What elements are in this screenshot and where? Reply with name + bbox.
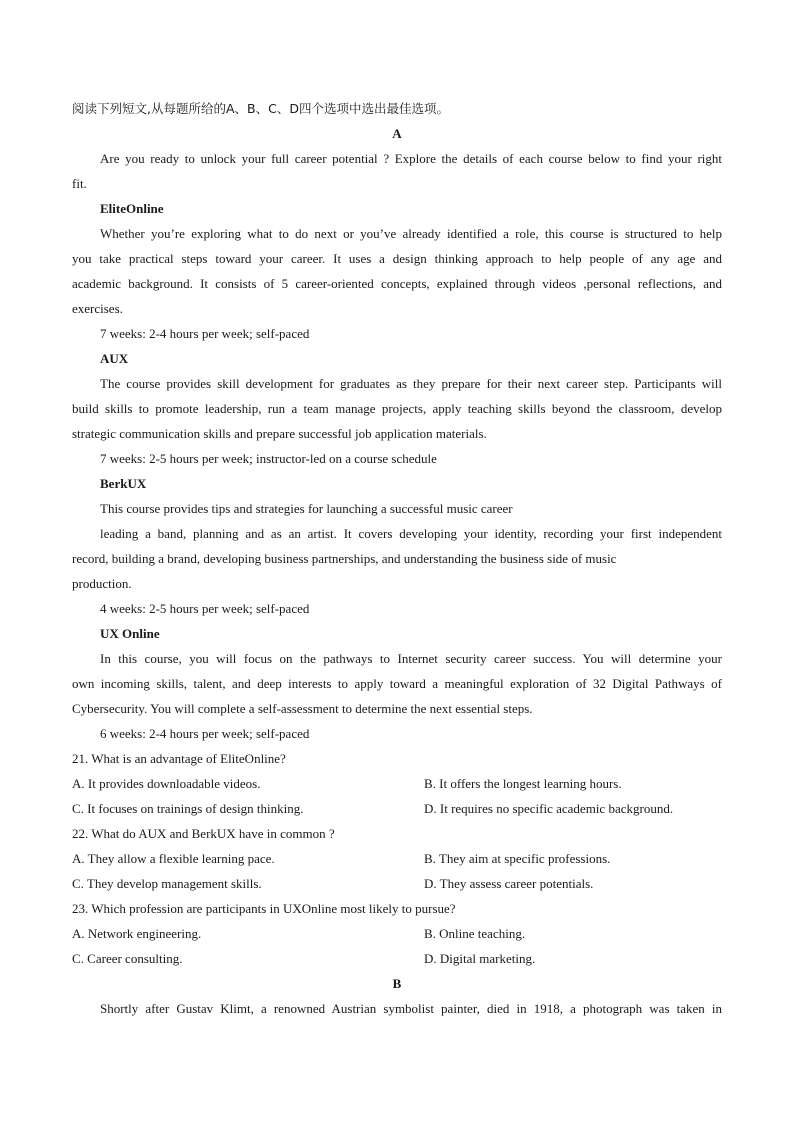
section-a-heading: A [392,126,402,141]
question-options-row [72,846,722,871]
option-a[interactable]: A. They allow a flexible learning pace. [72,851,275,866]
option-d[interactable]: D. They assess career potentials. [424,876,594,891]
intro-line-1: Are you ready to unlock your full career potential ? Explore the details of each course below to find your right [100,151,722,166]
course-title-berkux: BerkUX [100,476,147,491]
option-a[interactable]: A. Network engineering. [72,926,202,941]
course-desc-line: own incoming skills, talent, and deep interests to apply toward a meaningful exploration of 32 Digital Pathways of [72,676,722,691]
course-schedule: 4 weeks: 2-5 hours per week; self-paced [100,601,310,616]
option-a[interactable]: A. It provides downloadable videos. [72,776,261,791]
course-title-aux: AUX [100,351,129,366]
course-desc-line: The course provides skill development for graduates as they prepare for their next career step. Participants will [100,376,722,391]
question-options-row [72,946,722,971]
course-desc-line: production. [72,576,132,591]
course-desc-line: This course provides tips and strategies for launching a successful music career [100,501,513,516]
course-title-ux-online: UX Online [100,626,160,641]
course-desc-line: record, building a brand, developing business partnerships, and understanding the business side of music [72,551,617,566]
course-schedule: 7 weeks: 2-5 hours per week; instructor-led on a course schedule [100,451,437,466]
course-desc-line: academic background. It consists of 5 career-oriented concepts, explained through videos ,personal reflections, and [72,276,722,291]
question-options-row [72,921,722,946]
question-stem: 21. What is an advantage of EliteOnline? [72,751,286,766]
option-b[interactable]: B. They aim at specific professions. [424,851,611,866]
question-options-row [72,771,722,796]
question-stem: 22. What do AUX and BerkUX have in common ? [72,826,335,841]
course-title-eliteonline: EliteOnline [100,201,164,216]
question-stem: 23. Which profession are participants in UXOnline most likely to pursue? [72,901,456,916]
option-d[interactable]: D. It requires no specific academic background. [424,801,674,816]
section-b-text: Shortly after Gustav Klimt, a renowned Austrian symbolist painter, died in 1918, a photograph was taken in [100,1001,722,1016]
intro-line-2: fit. [72,176,87,191]
option-c[interactable]: C. It focuses on trainings of design thinking. [72,801,304,816]
course-desc-line: leading a band, planning and as an artist. It covers developing your identity, recording your first independent [100,526,722,541]
option-b[interactable]: B. Online teaching. [424,926,526,941]
instruction-text: 阅读下列短文,从每题所给的A、B、C、D四个选项中选出最佳选项。 [72,101,449,116]
question-options-row [72,871,722,896]
option-c[interactable]: C. Career consulting. [72,951,183,966]
section-b-heading: B [392,976,402,991]
course-schedule: 7 weeks: 2-4 hours per week; self-paced [100,326,310,341]
question-options-row [72,796,722,821]
course-desc-line: build skills to promote leadership, run a team manage projects, apply teaching skills beyond the classroom, develop [72,401,722,416]
option-c[interactable]: C. They develop management skills. [72,876,262,891]
course-desc-line: Cybersecurity. You will complete a self-assessment to determine the next essential steps. [72,701,533,716]
option-d[interactable]: D. Digital marketing. [424,951,536,966]
course-desc-line: Whether you’re exploring what to do next or you’ve already identified a role, this course is structured to help [100,226,722,241]
course-desc-line: you take practical steps toward your career. It uses a design thinking approach to help people of any age and [72,251,722,266]
course-desc-line: exercises. [72,301,123,316]
option-b[interactable]: B. It offers the longest learning hours. [424,776,622,791]
course-schedule: 6 weeks: 2-4 hours per week; self-paced [100,726,310,741]
course-desc-line: In this course, you will focus on the pathways to Internet security career success. You will determine your [100,651,722,666]
course-desc-line: strategic communication skills and prepare successful job application materials. [72,426,487,441]
